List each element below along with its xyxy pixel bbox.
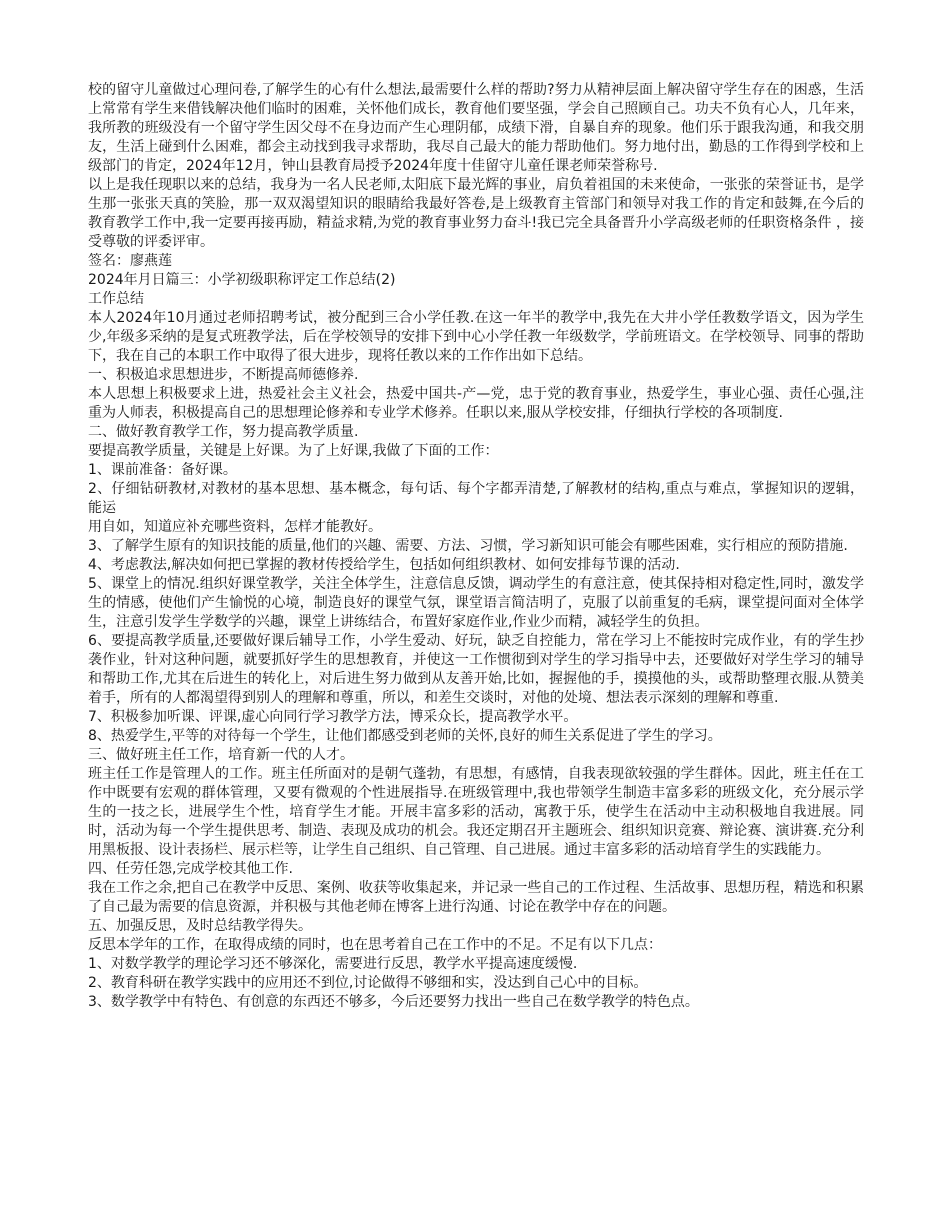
list-item-2: 2、仔细钻研教材,对教材的基本思想、基本概念，每句话、每个字都弄清楚,了解教材的结构,重点与难点，掌握知识的逻辑，能运 <box>88 481 864 516</box>
shortcoming-item-3: 3、数学教学中有特色、有创意的东西还不够多，今后还要努力找出一些自己在数学教学的特色点。 <box>88 994 699 1010</box>
heading-4: 四、任劳任怨,完成学校其他工作. <box>88 861 293 877</box>
paragraph-1: 校的留守儿童做过心理问卷,了解学生的心有什么想法,最需要什么样的帮助?努力从精神层面上解决留守学生存在的困惑，生活上常常有学生来借钱解决他们临时的困难，关怀他们成长，教育他们要坚强，学会自己照顾自己。功夫不负有心人，几年来，我所教的班级没有一个留守学生因父母不在身边而产生心理阴郁，成绩下滑，自暴自弃的现象。他们乐于跟我沟通，和我交朋友，生活上碰到什么困难，都会主动找到我寻求帮助，我尽自己最大的能力帮助他们。努力地付出，勤恳的工作得到学校和上级部门的肯定，2024年12月，钟山县教育局授予2024年度十佳留守儿童任课老师荣誉称号. <box>88 82 864 174</box>
list-item-5: 5、课堂上的情况.组织好课堂教学，关注全体学生，注意信息反馈，调动学生的有意注意，使其保持相对稳定性,同时，激发学生的情感，使他们产生愉悦的心境，制造良好的课堂气氛，课堂语言简洁明了，克服了以前重复的毛病，课堂提问面对全体学生，注意引发学生学数学的兴趣，课堂上讲练结合，布置好家庭作业,作业少而精，减轻学生的负担。 <box>88 576 864 630</box>
list-item-8: 8、热爱学生,平等的对待每一个学生，让他们都感受到老师的关怀,良好的师生关系促进了学生的学习。 <box>88 728 722 744</box>
list-item-6: 6、要提高教学质量,还要做好课后辅导工作，小学生爱动、好玩，缺乏自控能力，常在学习上不能按时完成作业，有的学生抄袭作业，针对这种问题，就要抓好学生的思想教育，并使这一工作惯彻到对学生的学习指导中去，还要做好对学生学习的辅导和帮助工作,尤其在后进生的转化上，对后进生努力做到从友善开始,比如，握握他的手，摸摸他的头，或帮助整理衣服.从赞美着手，所有的人都渴望得到别人的理解和尊重，所以，和差生交谈时，对他的处境、想法表示深刻的理解和尊重. <box>88 633 864 706</box>
paragraph-heading-4: 我在工作之余,把自己在教学中反思、案例、收获等收集起来，并记录一些自己的工作过程、生活故事、思想历程，精选和积累了自己最为需要的信息资源，并积极与其他老师在博客上进行沟通、讨论在教学中存在的问题。 <box>88 880 864 915</box>
shortcoming-item-2: 2、教育科研在教学实践中的应用还不到位,讨论做得不够细和实，没达到自己心中的目标。 <box>88 975 648 991</box>
list-item-4: 4、考虑教法,解决如何把已掌握的教材传授给学生，包括如何组织教材、如何安排每节课的活动. <box>88 557 680 573</box>
shortcoming-item-1: 1、对数学教学的理论学习还不够深化，需要进行反思，教学水平提高速度缓慢. <box>88 956 578 972</box>
list-item-3: 3、了解学生原有的知识技能的质量,他们的兴趣、需要、方法、习惯，学习新知识可能会有哪些困难，实行相应的预防措施. <box>88 538 848 554</box>
paragraph-heading-5: 反思本学年的工作，在取得成绩的同时，也在思考着自己在工作中的不足。不足有以下几点： <box>88 937 662 953</box>
paragraph-heading-1: 本人思想上积极要求上进，热爱社会主义社会，热爱中国共-产—党，忠于党的教育事业，热爱学生，事业心强、责任心强,注重为人师表，积极提高自己的思想理论修养和专业学术修养。任职以来,服从学校安排，仔细执行学校的各项制度. <box>88 386 864 421</box>
paragraph-intro: 本人2024年10月通过老师招聘考试，被分配到三合小学任教.在这一年半的教学中,我先在大井小学任教数学语文，因为学生少,年级多采纳的是复式班教学法，后在学校领导的安排下到中心小学任教一年级数学，学前班语文。在学校领导、同事的帮助下，我在自己的本职工作中取得了很大进步，现将任教以来的工作作出如下总结。 <box>88 310 864 364</box>
list-item-2-continued: 用自如，知道应补充哪些资料，怎样才能教好。 <box>88 519 382 535</box>
paragraph-heading-3: 班主任工作是管理人的工作。班主任所面对的是朝气蓬勃，有思想，有感情，自我表现欲较强的学生群体。因此，班主任在工作中既要有宏观的群体管理，又要有微观的个性进展指导.在班级管理中,我也带领学生制造丰富多彩的班级文化，充分展示学生的一技之长，进展学生个性，培育学生才能。开展丰富多彩的活动，寓教于乐，使学生在活动中主动积极地自我进展。同时，活动为每一个学生提供思考、制造、表现及成功的机会。我还定期召开主题班会、组织知识竞赛、辩论赛、演讲赛.充分利用黑板报、设计表扬栏、展示栏等，让学生自己组织、自己管理、自己进展。通过丰富多彩的活动培育学生的实践能力。 <box>88 766 864 858</box>
section-date-title: 2024年月日篇三：小学初级职称评定工作总结(2) <box>88 272 396 288</box>
heading-2: 二、做好教育教学工作，努力提高教学质量. <box>88 424 359 440</box>
signature-line: 签名：廖燕莲 <box>88 253 172 269</box>
list-item-1: 1、课前准备：备好课。 <box>88 462 237 478</box>
work-summary-heading: 工作总结 <box>88 291 144 307</box>
paragraph-heading-2: 要提高教学质量，关键是上好课。为了上好课,我做了下面的工作： <box>88 443 499 459</box>
heading-3: 三、做好班主任工作，培育新一代的人才。 <box>88 747 354 763</box>
paragraph-2: 以上是我任现职以来的总结，我身为一名人民老师,太阳底下最光辉的事业，肩负着祖国的未来使命，一张张的荣誉证书，是学生那一张张天真的笑脸，那一双双渴望知识的眼睛给我最好答卷,是上级教育主管部门和领导对我工作的肯定和鼓舞,在今后的教育教学工作中,我一定要再接再励，精益求精,为党的教育事业努力奋斗!我已完全具备晋升小学高级老师的任职资格条件 ，接受尊敬的评委评审。 <box>88 177 864 250</box>
document-body <box>88 81 864 1012</box>
heading-1: 一、积极追求思想进步，不断提高师德修养. <box>88 367 359 383</box>
list-item-7: 7、积极参加听课、评课,虚心向同行学习教学方法，博采众长，提高教学水平。 <box>88 709 578 725</box>
heading-5: 五、加强反思，及时总结教学得失。 <box>88 918 312 934</box>
